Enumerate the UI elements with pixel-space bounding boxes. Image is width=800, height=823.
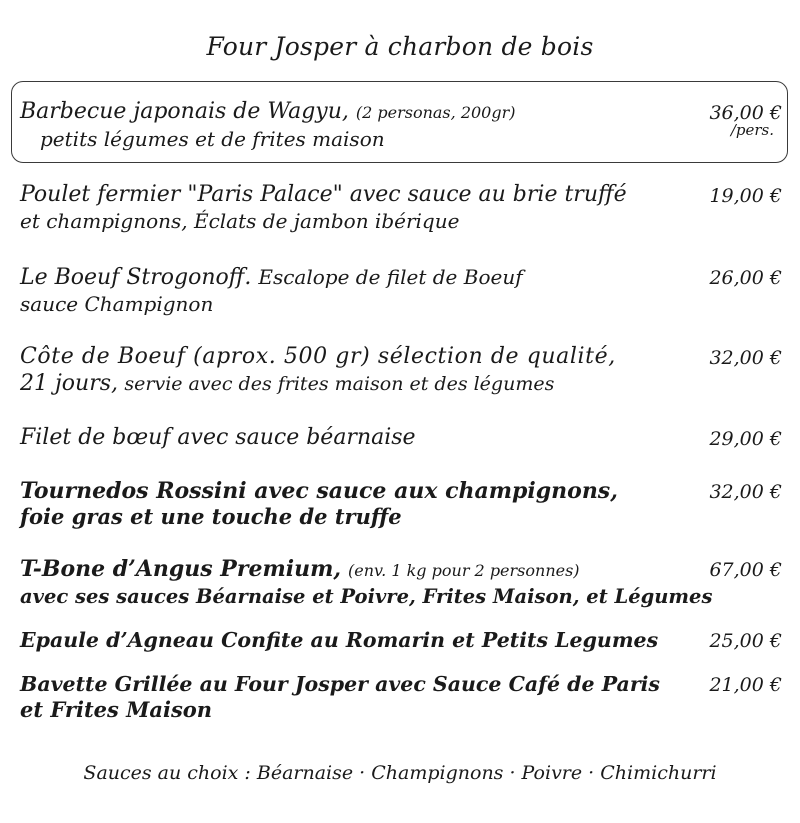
menu-item-note: (env. 1 kg pour 2 personnes)	[348, 561, 580, 580]
menu-item-wagyu	[20, 99, 782, 152]
sauces-footer: Sauces au choix : Béarnaise · Champignons · Poivre · Chimichurri	[83, 762, 717, 784]
menu-item-poulet	[20, 182, 782, 234]
menu-item-price: 32,00 €	[709, 481, 782, 503]
menu-item-strogonoff	[20, 264, 782, 317]
menu-item-filet	[20, 425, 782, 451]
menu-item-description: et Frites Maison	[20, 697, 213, 722]
menu-item-name: Le Boeuf Strogonoff.	[20, 265, 252, 290]
menu-item-t-bone	[20, 556, 782, 610]
menu-item-price: 67,00 €	[709, 559, 782, 581]
menu-item-price: 32,00 €	[709, 347, 782, 369]
menu-item-description: petits légumes et de frites maison	[40, 127, 385, 151]
menu-item-tournedos	[20, 478, 782, 530]
menu-item-description: sauce Champignon	[20, 292, 214, 316]
menu-item-price: 21,00 €	[709, 674, 782, 696]
menu-section-title: Four Josper à charbon de bois	[206, 32, 594, 61]
menu-item-description: foie gras et une touche de truffe	[20, 504, 402, 529]
menu-item-description: et champignons, Éclats de jambon ibérique	[20, 209, 460, 233]
menu-item-epaule-agneau	[20, 627, 782, 653]
menu-item-price: 36,00 €	[709, 102, 782, 124]
menu-item-description: servie avec des frites maison et des légumes	[124, 373, 555, 395]
menu-item-price: 29,00 €	[709, 428, 782, 450]
menu-item-bavette	[20, 671, 782, 723]
menu-item-name: Tournedos Rossini avec sauce aux champignons,	[20, 478, 618, 504]
menu-item-description: avec ses sauces Béarnaise et Poivre, Frites Maison, et Légumes	[20, 585, 713, 608]
menu-item-price: 19,00 €	[709, 185, 782, 207]
menu-item-price: 26,00 €	[709, 267, 782, 289]
menu-item-price-unit: /pers.	[730, 121, 774, 139]
menu-item-name: Poulet fermier "Paris Palace" avec sauce au brie truffé	[20, 182, 627, 207]
menu-item-aging: 21 jours,	[20, 371, 119, 396]
menu-item-name: T-Bone d’Angus Premium,	[20, 556, 342, 582]
menu-item-name: Barbecue japonais de Wagyu,	[20, 99, 349, 124]
menu-item-note: (2 personas, 200gr)	[355, 103, 516, 122]
menu-item-name: Filet de bœuf avec sauce béarnaise	[20, 425, 416, 450]
menu-item-name: Epaule d’Agneau Confite au Romarin et Petits Legumes	[20, 628, 659, 652]
menu-item-name: Bavette Grillée au Four Josper avec Sauce Café de Paris	[20, 672, 660, 696]
menu-item-cote-de-boeuf	[20, 344, 782, 397]
menu-item-price: 25,00 €	[709, 630, 782, 652]
menu-item-name: Côte de Boeuf (aprox. 500 gr) sélection de qualité,	[20, 344, 616, 369]
menu-item-note: Escalope de filet de Boeuf	[258, 265, 523, 289]
